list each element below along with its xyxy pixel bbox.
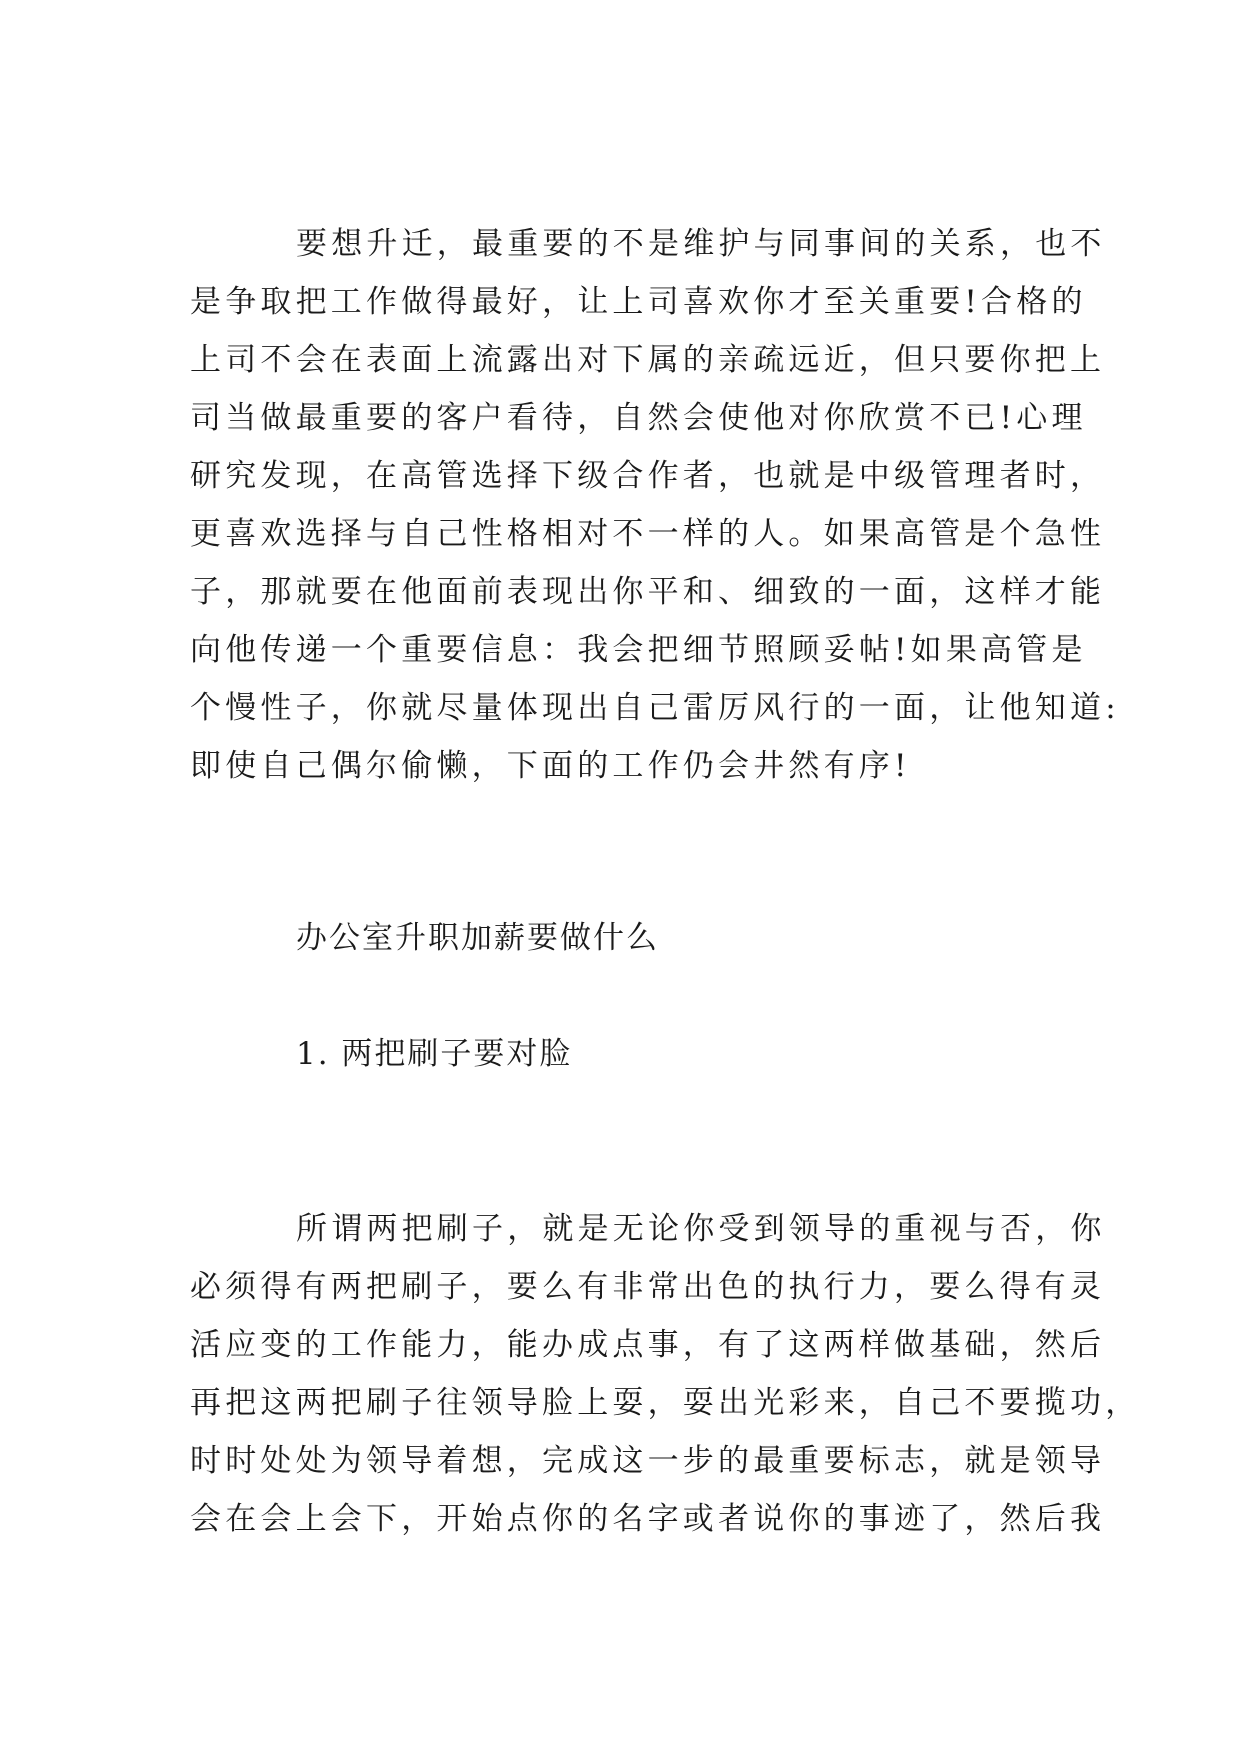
paragraph-1-line-1: 要想升迁，最重要的不是维护与同事间的关系，也不 <box>296 226 1106 262</box>
paragraph-1-line-9: 个慢性子，你就尽量体现出自己雷厉风行的一面，让他知道: <box>190 690 1120 726</box>
paragraph-1-line-10: 即使自己偶尔偷懒，下面的工作仍会井然有序! <box>190 748 911 784</box>
paragraph-1-line-8: 向他传递一个重要信息：我会把细节照顾妥帖!如果高管是 <box>190 632 1087 668</box>
paragraph-1-line-2: 是争取把工作做得最好，让上司喜欢你才至关重要!合格的 <box>190 284 1087 320</box>
paragraph-2-line-2: 必须得有两把刷子，要么有非常出色的执行力，要么得有灵 <box>190 1269 1106 1305</box>
paragraph-2-line-1: 所谓两把刷子，就是无论你受到领导的重视与否，你 <box>296 1211 1106 1247</box>
paragraph-1-line-5: 研究发现，在高管选择下级合作者，也就是中级管理者时， <box>190 458 1106 494</box>
section-title: 办公室升职加薪要做什么 <box>296 920 659 956</box>
paragraph-1-line-7: 子，那就要在他面前表现出你平和、细致的一面，这样才能 <box>190 574 1106 610</box>
paragraph-1-line-6: 更喜欢选择与自己性格相对不一样的人。如果高管是个急性 <box>190 516 1106 552</box>
paragraph-2-line-6: 会在会上会下，开始点你的名字或者说你的事迹了，然后我 <box>190 1501 1106 1537</box>
paragraph-2-line-5: 时时处处为领导着想，完成这一步的最重要标志，就是领导 <box>190 1443 1106 1479</box>
paragraph-1-line-3: 上司不会在表面上流露出对下属的亲疏远近，但只要你把上 <box>190 342 1106 378</box>
paragraph-2-line-4: 再把这两把刷子往领导脸上耍，耍出光彩来，自己不要揽功， <box>190 1385 1141 1421</box>
subsection-title: 1. 两把刷子要对脸 <box>296 1036 573 1072</box>
paragraph-2-line-3: 活应变的工作能力，能办成点事，有了这两样做基础，然后 <box>190 1327 1106 1363</box>
paragraph-1-line-4: 司当做最重要的客户看待，自然会使他对你欣赏不已!心理 <box>190 400 1087 436</box>
